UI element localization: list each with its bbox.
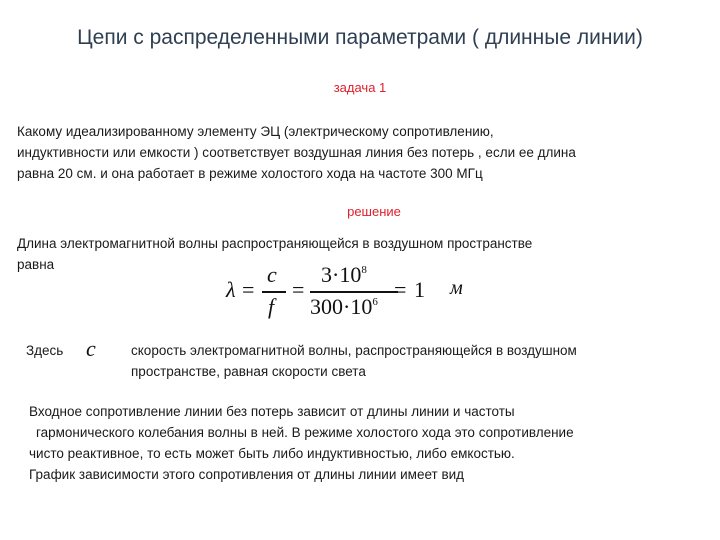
speed-symbol: c [86, 336, 96, 361]
conclusion-line: гармонического колебания волны в ней. В режиме холостого хода это сопротивление [36, 425, 574, 440]
formula-equals: = [292, 277, 305, 302]
wavelength-line: равна [17, 257, 55, 272]
formula-f: f [268, 294, 275, 319]
numerator-exponent: 8 [361, 264, 367, 276]
formula-unit: м [450, 277, 463, 299]
formula-denominator [310, 294, 378, 320]
wavelength-formula [222, 262, 482, 324]
formula-equals: = [242, 277, 255, 302]
page-title: Цепи с распределенными параметрами ( длинные линии) [77, 26, 643, 49]
here-description [131, 340, 577, 382]
formula-numerator [321, 262, 367, 288]
problem-line: равна 20 см. и она работает в режиме холостого хода на частоте 300 МГц [17, 166, 483, 181]
conclusion-line: Входное сопротивление линии без потерь зависит от длины линии и частоты [29, 404, 515, 419]
conclusion-line: чисто реактивное, то есть может быть либо индуктивностью, либо емкостью. [29, 446, 515, 461]
formula-equals: = [394, 277, 407, 302]
here-line: пространстве, равная скорости света [131, 364, 366, 379]
here-label: Здесь [26, 343, 64, 358]
denominator-mantissa: 300·10 [310, 294, 373, 319]
problem-line: индуктивности или емкости ) соответствует воздушная линия без потерь , если ее длина [17, 145, 576, 160]
formula-lambda: λ [226, 277, 236, 302]
formula-c: c [267, 262, 277, 287]
fraction-bar [310, 291, 398, 293]
here-line: скорость электромагнитной волны, распространяющейся в воздушном [131, 343, 577, 358]
task-label: задача 1 [333, 80, 387, 95]
wavelength-line: Длина электромагнитной волны распространяющейся в воздушном пространстве [17, 236, 533, 251]
problem-text [17, 121, 576, 184]
denominator-exponent: 6 [372, 296, 378, 308]
conclusion-line: График зависимости этого сопротивления от длины линии имеет вид [29, 467, 465, 482]
problem-line: Какому идеализированному элементу ЭЦ (электрическому сопротивлению, [17, 124, 494, 139]
formula-result: 1 [414, 277, 425, 302]
fraction-bar [262, 291, 286, 293]
numerator-mantissa: 3·10 [321, 262, 362, 287]
conclusion-text [29, 401, 574, 485]
solution-label: решение [347, 204, 401, 219]
